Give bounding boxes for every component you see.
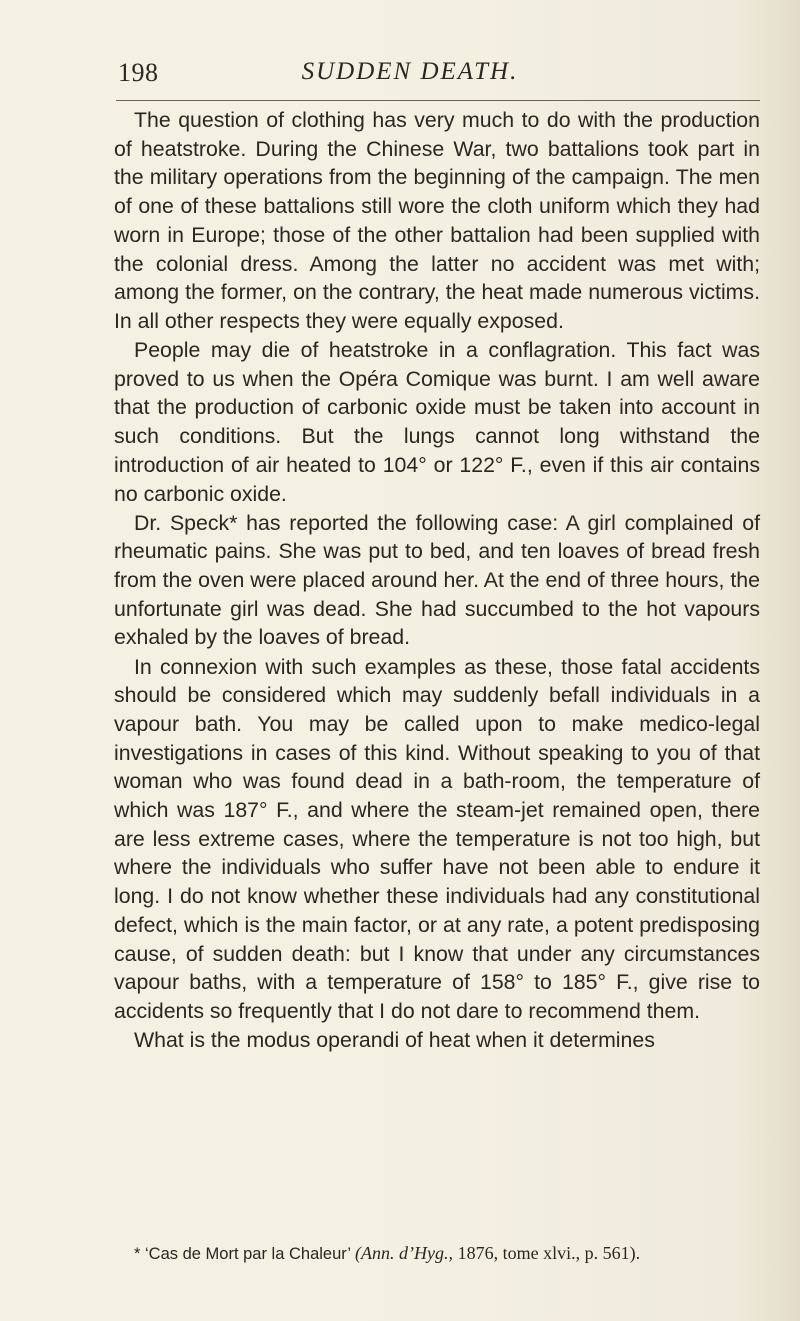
footnote-quote: ‘Cas de Mort par la Chaleur’ [145,1245,351,1263]
paragraph-conflagration: People may die of heatstroke in a conflagration. This fact was proved to us when the Opéra Comique was burnt. I am well aware that the production of carbonic oxide must be taken into account in such conditions. But the lungs cannot long withstand the introduction of air heated to 104° or 122° F., even if this air contains no carbonic oxide. [114,338,760,506]
footnote [114,1242,760,1265]
footnote-marker: * [134,1245,141,1263]
running-title: SUDDEN DEATH. [301,58,519,85]
page-number: 198 [118,58,159,87]
paragraph-clothing: The question of clothing has very much to do with the production of heatstroke. During the Chinese War, two battalions took part in the military operations from the beginning of the campaign. The men of one of these battalions still wore the cloth uniform which they had worn in Europe; those of the other battalion had been supplied with the colonial dress. Among the latter no accident was met with; among the former, on the contrary, the heat made numerous victims. In all other respects they were equally exposed. [114,108,760,333]
paragraph-modus-operandi: What is the modus operandi of heat when it determines [134,1028,655,1053]
footnote-journal: (Ann. d’Hyg., [355,1243,454,1263]
paragraph-speck-case: Dr. Speck* has reported the following case: A girl complained of rheumatic pains. She was put to bed, and ten loaves of bread fresh from the oven were placed around her. At the end of three hours, the unfortunate girl was dead. She had succumbed to the hot vapours exhaled by the loaves of bread. [114,510,760,650]
header-rule [116,100,760,101]
page-header [0,58,800,98]
paragraph-vapour-bath: In connexion with such examples as these, those fatal accidents should be considered which may suddenly befall individuals in a vapour bath. You may be called upon to make medico-legal investigations in cases of this kind. Without speaking to you of that woman who was found dead in a bath-room, the temperature of which was 187° F., and where the steam-jet remained open, there are less extreme cases, where the temperature is not too high, but where the individuals who suffer have not been able to endure it long. I do not know whether these individuals had any constitutional defect, which is the main factor, or at any rate, a potent predisposing cause, of sudden death: but I know that under any circumstances vapour baths, with a temperature of 158° to 185° F., give rise to accidents so frequently that I do not dare to recommend them. [114,654,760,1023]
footnote-citation: 1876, tome xlvi., p. 561). [457,1243,641,1263]
body-text [114,106,760,1055]
